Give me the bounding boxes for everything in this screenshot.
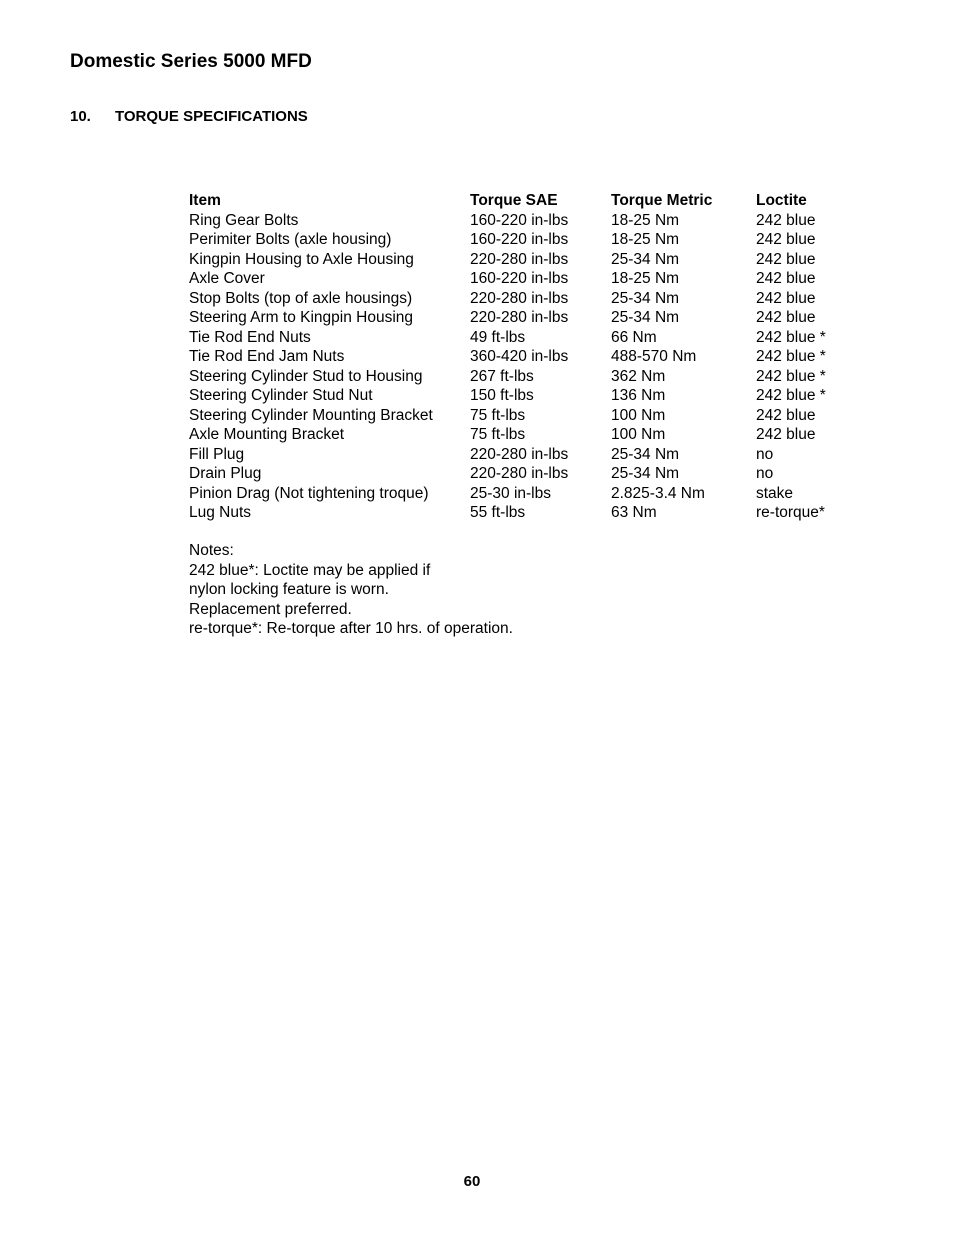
cell-torque-metric: 18-25 Nm [611,270,680,287]
cell-torque-sae: 75 ft-lbs [470,426,526,443]
section-heading [70,108,308,125]
note-line: re-torque*: Re-torque after 10 hrs. of operation. [189,620,513,637]
table-row [189,406,846,426]
cell-item: Pinion Drag (Not tightening troque) [189,484,429,502]
cell-item: Drain Plug [189,465,262,482]
cell-loctite: 242 blue [756,211,816,229]
column-header-torque-sae: Torque SAE [470,192,558,209]
note-line: 242 blue*: Loctite may be applied if [189,561,431,579]
cell-item: Tie Rod End Jam Nuts [189,348,345,365]
cell-item: Kingpin Housing to Axle Housing [189,250,414,268]
table-row [189,289,846,309]
cell-loctite: 242 blue [756,231,816,248]
cell-loctite: 242 blue [756,406,816,424]
cell-item: Axle Cover [189,270,265,287]
table-row [189,484,846,504]
table-row [189,386,846,406]
cell-torque-sae: 360-420 in-lbs [470,348,569,365]
table-row [189,328,846,348]
cell-torque-sae: 220-280 in-lbs [470,289,569,307]
cell-torque-sae: 55 ft-lbs [470,504,526,521]
table-row [189,250,846,270]
cell-torque-sae: 75 ft-lbs [470,406,526,424]
table-row [189,367,846,387]
cell-torque-sae: 220-280 in-lbs [470,250,569,268]
cell-torque-sae: 49 ft-lbs [470,328,526,346]
cell-torque-metric: 100 Nm [611,406,666,424]
cell-loctite: 242 blue * [756,387,826,404]
cell-torque-metric: 362 Nm [611,367,666,385]
cell-torque-sae: 267 ft-lbs [470,367,534,385]
table-row [189,230,846,250]
cell-loctite: 242 blue [756,426,816,443]
cell-torque-sae: 220-280 in-lbs [470,309,569,326]
cell-loctite: 242 blue [756,309,816,326]
column-header-loctite: Loctite [756,192,807,209]
notes-block [189,541,513,639]
cell-item: Stop Bolts (top of axle housings) [189,289,413,307]
cell-torque-metric: 18-25 Nm [611,211,680,229]
cell-torque-sae: 220-280 in-lbs [470,465,569,482]
cell-torque-metric: 63 Nm [611,504,657,521]
cell-torque-metric: 18-25 Nm [611,231,680,248]
cell-loctite: 242 blue * [756,348,826,365]
cell-torque-sae: 160-220 in-lbs [470,231,569,248]
column-header-torque-metric: Torque Metric [611,192,713,209]
cell-loctite: 242 blue [756,250,816,268]
table-body [189,211,846,523]
cell-torque-metric: 488-570 Nm [611,348,697,365]
cell-loctite: 242 blue [756,289,816,307]
torque-specifications-table [189,191,846,523]
cell-torque-metric: 25-34 Nm [611,250,680,268]
cell-loctite: re-torque* [756,504,825,521]
note-line: nylon locking feature is worn. [189,581,389,598]
document-title: Domestic Series 5000 MFD [70,51,312,72]
table-row [189,308,846,328]
table-header-row [189,191,846,211]
cell-item: Fill Plug [189,445,245,463]
cell-torque-sae: 160-220 in-lbs [470,270,569,287]
cell-item: Perimiter Bolts (axle housing) [189,231,392,248]
column-header-item: Item [189,192,221,209]
cell-item: Steering Cylinder Stud Nut [189,387,373,404]
cell-loctite: 242 blue * [756,328,826,346]
note-line: Replacement preferred. [189,600,352,618]
table-row [189,464,846,484]
cell-item: Lug Nuts [189,504,252,521]
cell-torque-metric: 136 Nm [611,387,666,404]
cell-torque-metric: 66 Nm [611,328,657,346]
notes-heading: Notes: [189,542,234,559]
section-number: 10. [70,108,91,125]
table-row [189,347,846,367]
cell-item: Axle Mounting Bracket [189,426,345,443]
table-row [189,425,846,445]
cell-item: Steering Cylinder Mounting Bracket [189,406,433,424]
table-row [189,269,846,289]
cell-torque-metric: 25-34 Nm [611,309,680,326]
cell-torque-sae: 150 ft-lbs [470,387,534,404]
cell-loctite: no [756,465,774,482]
cell-loctite: stake [756,484,794,502]
cell-loctite: 242 blue * [756,367,826,385]
cell-torque-metric: 2.825-3.4 Nm [611,484,705,502]
cell-loctite: 242 blue [756,270,816,287]
cell-item: Ring Gear Bolts [189,211,299,229]
cell-torque-sae: 160-220 in-lbs [470,211,569,229]
table-row [189,211,846,231]
cell-torque-sae: 25-30 in-lbs [470,484,551,502]
page-number: 60 [463,1173,481,1190]
cell-torque-metric: 25-34 Nm [611,465,680,482]
cell-loctite: no [756,445,774,463]
cell-torque-metric: 25-34 Nm [611,445,680,463]
table-row [189,445,846,465]
cell-torque-metric: 100 Nm [611,426,666,443]
table-row [189,503,846,523]
cell-torque-sae: 220-280 in-lbs [470,445,569,463]
cell-item: Tie Rod End Nuts [189,328,311,346]
cell-item: Steering Arm to Kingpin Housing [189,309,414,326]
section-title: TORQUE SPECIFICATIONS [115,108,308,125]
cell-torque-metric: 25-34 Nm [611,289,680,307]
cell-item: Steering Cylinder Stud to Housing [189,367,423,385]
